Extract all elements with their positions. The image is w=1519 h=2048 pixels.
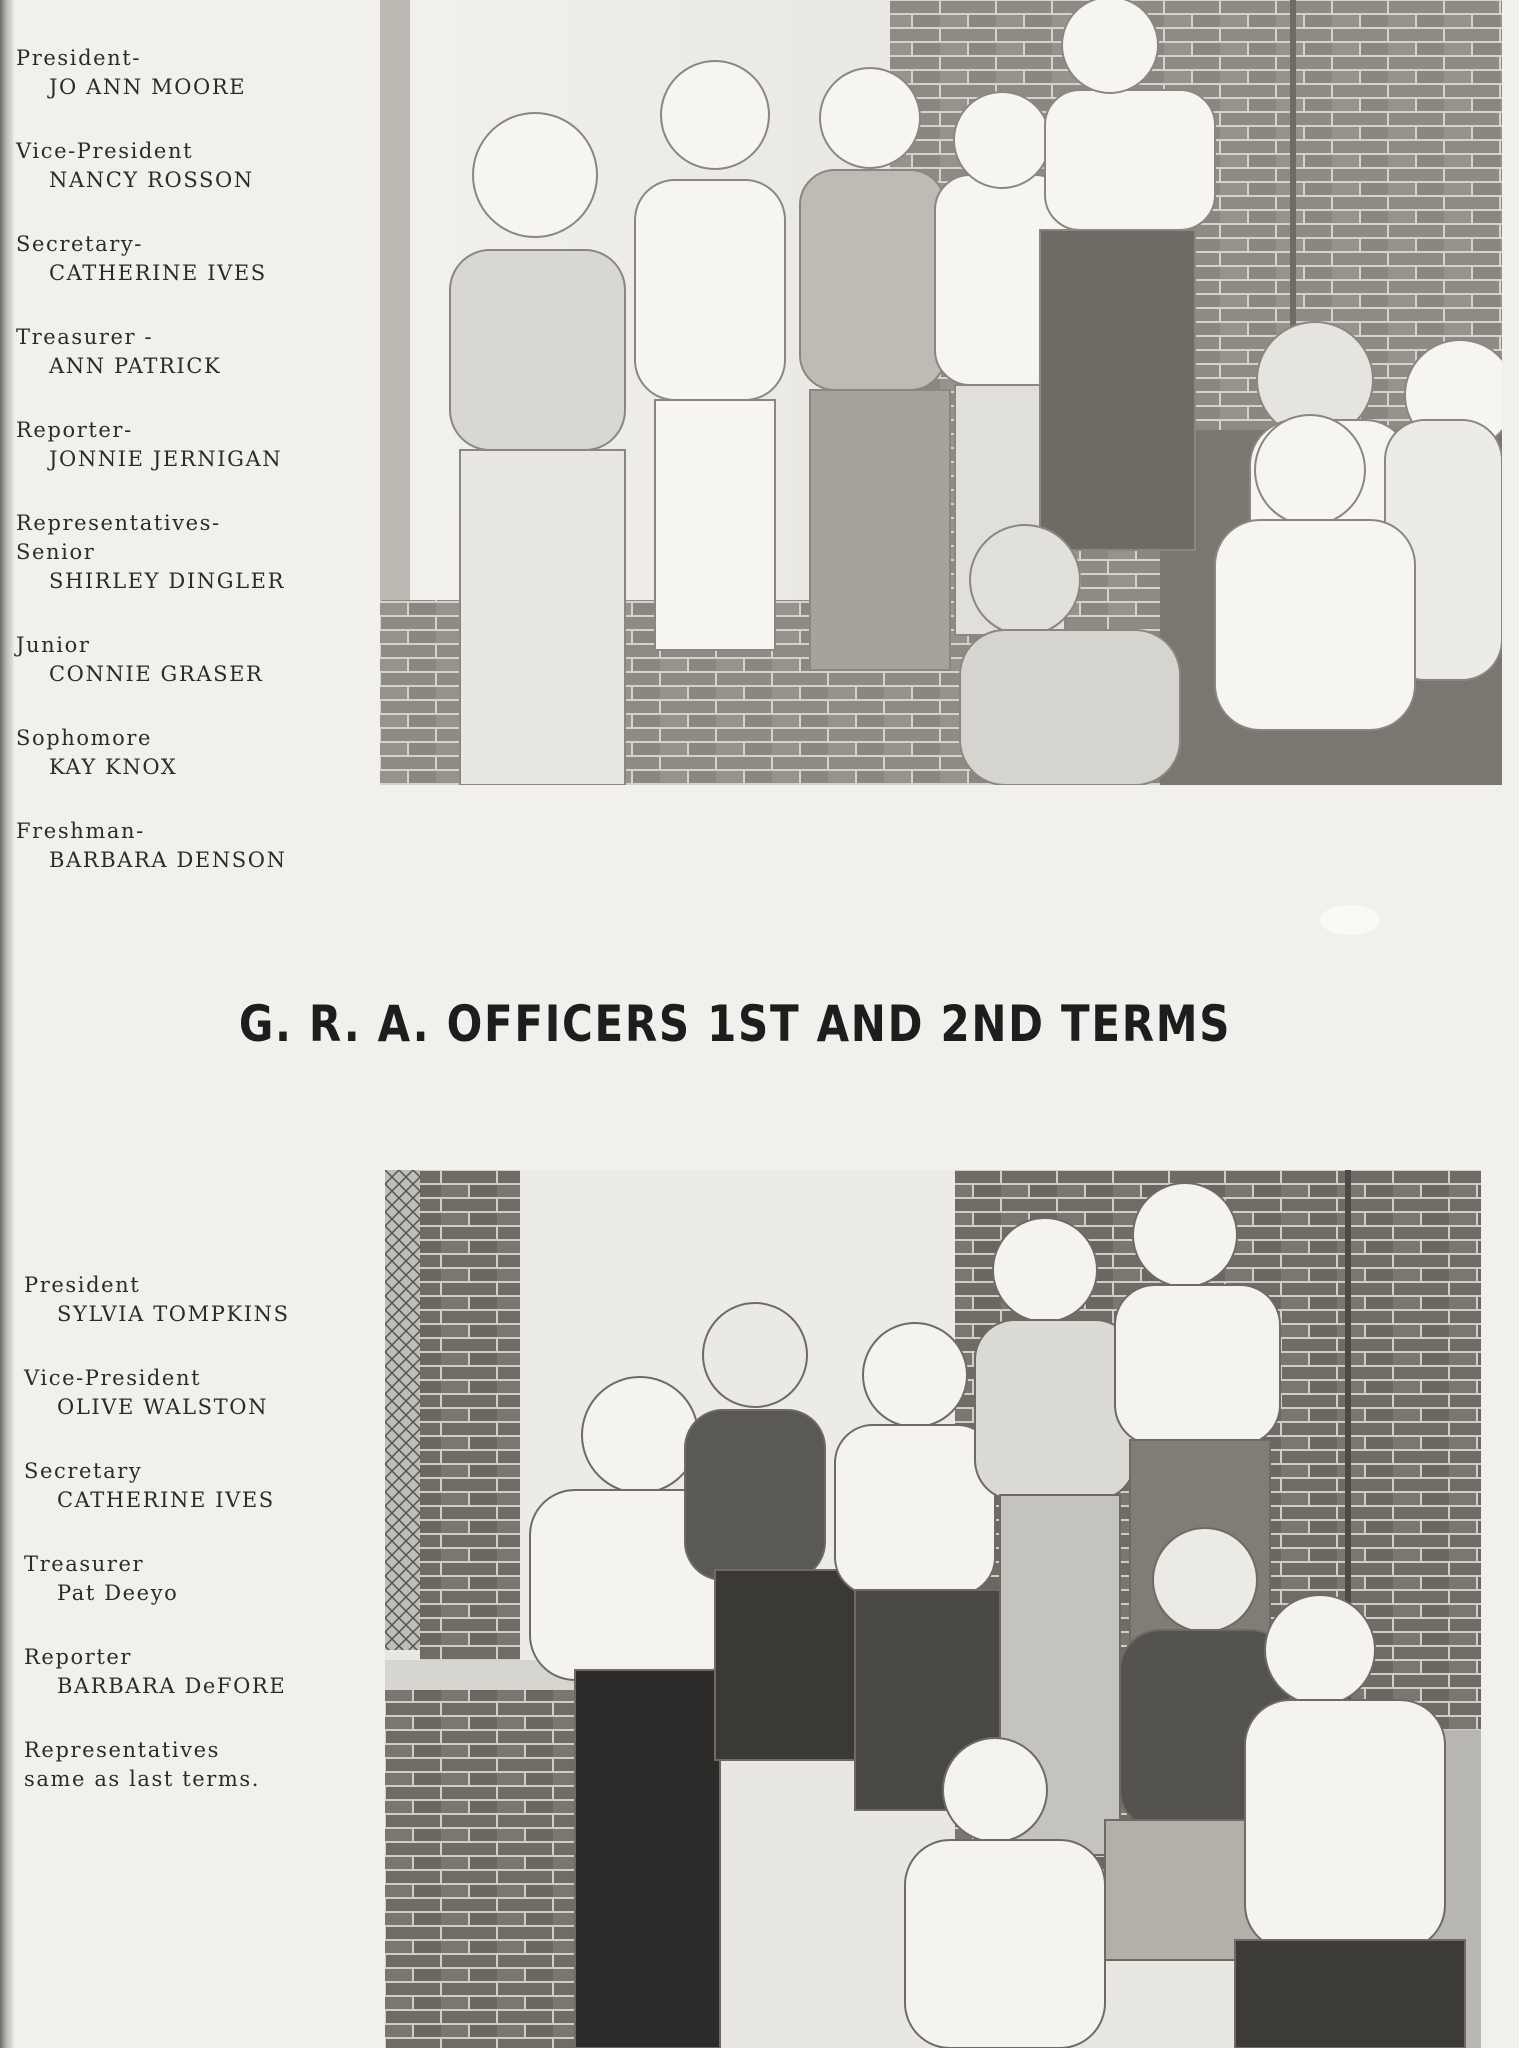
officer-name: OLIVE WALSTON (57, 1395, 269, 1419)
first-term-group-photo (380, 0, 1502, 785)
officer-entry (16, 631, 287, 689)
paper-spot (1320, 905, 1380, 935)
officer-name: SYLVIA TOMPKINS (57, 1302, 290, 1326)
officer-role: Junior (16, 633, 91, 657)
officer-entry (24, 1364, 290, 1422)
officer-entry (16, 137, 287, 195)
officer-name: CATHERINE IVES (57, 1488, 275, 1512)
officer-role: Secretary (24, 1459, 143, 1483)
officer-role: President- (16, 46, 142, 70)
officer-role: Senior (16, 540, 96, 564)
officer-entry (24, 1643, 290, 1701)
officer-name: CONNIE GRASER (49, 662, 264, 686)
page-binding-edge (0, 0, 14, 2048)
officer-role: Secretary- (16, 232, 143, 256)
officer-role: President (24, 1273, 141, 1297)
officer-name: Pat Deeyo (57, 1581, 179, 1605)
officer-role: Reporter (24, 1645, 133, 1669)
page-title: G. R. A. OFFICERS 1ST AND 2ND TERMS (238, 995, 1232, 1053)
officer-entry (16, 724, 287, 782)
officer-name: BARBARA DeFORE (57, 1674, 287, 1698)
officer-name: CATHERINE IVES (49, 261, 267, 285)
officer-role: Representatives- (16, 511, 221, 535)
officer-role: Reporter- (16, 418, 133, 442)
officer-role: same as last terms. (24, 1767, 261, 1791)
officer-role: Treasurer - (16, 325, 154, 349)
officer-name: NANCY ROSSON (49, 168, 254, 192)
officer-role: Freshman- (16, 819, 145, 843)
officer-name: ANN PATRICK (49, 354, 222, 378)
officer-role: Treasurer (24, 1552, 145, 1576)
officer-role: Sophomore (16, 726, 153, 750)
officer-entry (24, 1736, 290, 1765)
officer-entry (24, 1271, 290, 1329)
officer-entry (16, 817, 287, 875)
officer-entry (24, 1457, 290, 1515)
officer-name: JONNIE JERNIGAN (49, 447, 283, 471)
officer-entry (24, 1765, 290, 1794)
officer-entry (16, 509, 287, 538)
officer-entry (24, 1550, 290, 1608)
officer-entry (16, 323, 287, 381)
second-term-officer-list (24, 1271, 290, 1829)
first-term-officer-list (16, 44, 287, 910)
officer-name: SHIRLEY DINGLER (49, 569, 285, 593)
officer-name: JO ANN MOORE (49, 75, 247, 99)
officer-entry (16, 230, 287, 288)
officer-entry (16, 44, 287, 102)
officer-entry (16, 416, 287, 474)
second-term-group-photo (385, 1170, 1481, 2048)
officer-name: BARBARA DENSON (49, 848, 287, 872)
officer-role: Vice-President (16, 139, 194, 163)
officer-role: Representatives (24, 1738, 221, 1762)
officer-role: Vice-President (24, 1366, 202, 1390)
officer-entry (16, 538, 287, 596)
officer-name: KAY KNOX (49, 755, 178, 779)
